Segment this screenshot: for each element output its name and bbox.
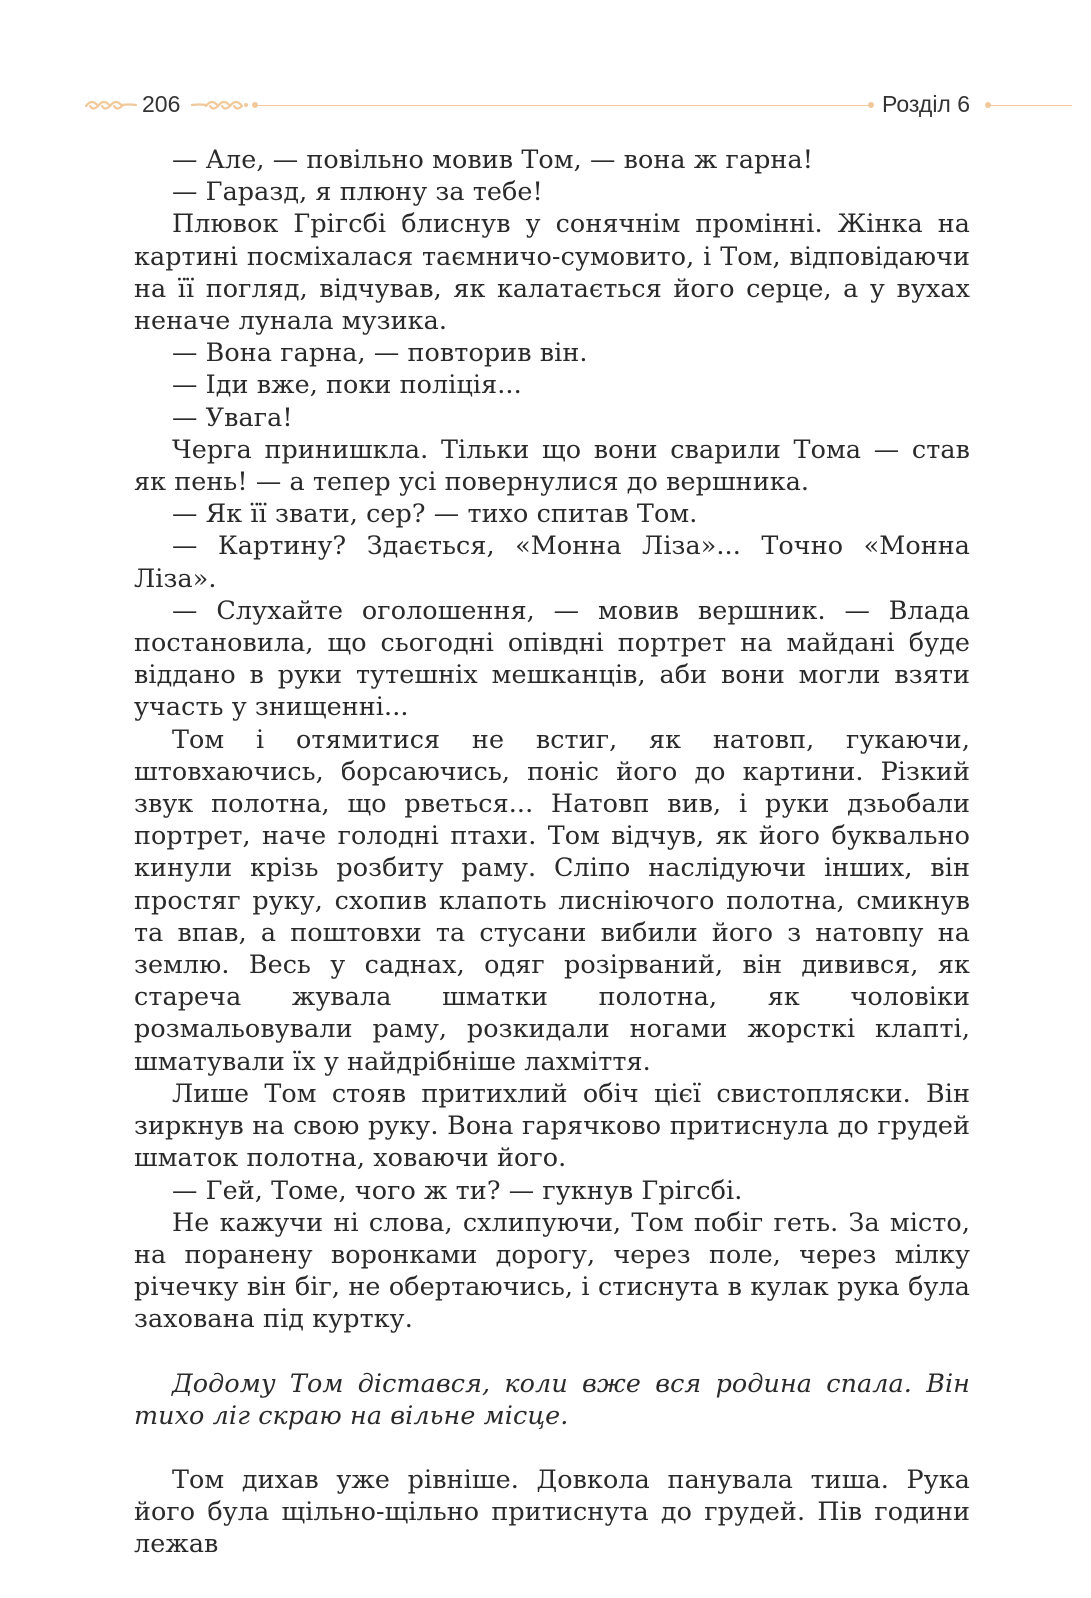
paragraph: Том і отямитися не встиг, як натовп, гукаючи, штовхаючись, борсаючись, поніс його до картини. Різкий звук полотна, що рветься... Натовп вив, і руки дзьобали портрет, наче голодні птахи. Том відчув, як його буквально кинули крізь розбиту раму. Сліпо наслідуючи інших, він простяг руку, схопив клапоть лиснiючого полотна, смикнув та впав, а поштовхи та стусани вибили його з натовпу на землю. Весь у саднах, одяг розірваний, він дивився, як стареча жувала шматки полотна, як чоловіки розмальовували раму, розкидали ногами жорсткі клапті, шматували їх у найдрібніше лахміття. xyxy=(134,723,970,1076)
paragraph: Том дихав уже рівніше. Довкола панувала тиша. Рука його була щільно-щільно притиснута до грудей. Пів години лежав xyxy=(134,1463,970,1559)
paragraph: — Але, — повільно мовив Том, — вона ж гарна! xyxy=(172,144,814,174)
paragraph: — Гей, Томе, чого ж ти? — гукнув Грігсбі. xyxy=(172,1174,743,1205)
chapter-title: Розділ 6 xyxy=(882,91,971,117)
paragraph: Черга принишкла. Тільки що вони сварили Тома — став як пень! — а тепер усі повернулися до вершника. xyxy=(134,433,970,497)
italic-paragraph: Додому Том дістався, коли вже вся родина спала. Він тихо ліг скраю на вільне місце. xyxy=(134,1367,970,1430)
ornament-right-icon xyxy=(190,94,250,116)
paragraph: — Гаразд, я плюну за тебе! xyxy=(172,176,543,207)
paragraph: — Як її звати, сер? — тихо спитав Том. xyxy=(172,498,698,529)
paragraph: — Іди вже, поки поліція... xyxy=(172,369,522,400)
paragraph: Не кажучи ні слова, схлипуючи, Том побіг геть. За місто, на поранену воронками дорогу, через поле, через мілку річечку він біг, не обертаючись, і стиснута в кулак рука була захована під куртку. xyxy=(134,1206,970,1334)
paragraph: — Картину? Здається, «Монна Ліза»... Точно «Монна Ліза». xyxy=(134,530,970,593)
paragraph: — Вона гарна, — повторив він. xyxy=(172,337,588,368)
paragraph: — Увага! xyxy=(172,401,293,432)
paragraph: Плювок Грігсбі блиснув у сонячнім промінні. Жінка на картині посміхалася таємничо-сумовито, і Том, відповідаючи на її погляд, відчував, як калатається його серце, а у вухах неначе лунала музика. xyxy=(134,208,970,336)
header-rule xyxy=(258,105,870,106)
ornament-left-icon xyxy=(82,94,138,116)
page-number: 206 xyxy=(142,91,181,117)
paragraph: Лише Том стояв притихлий обіч цієї свистопляски. Він зиркнув на свою руку. Вона гарячково притиснула до грудей шматок полотна, ховаючи його. xyxy=(134,1077,970,1173)
header-rule-right xyxy=(988,105,1072,106)
page-header xyxy=(82,86,1072,126)
body-text xyxy=(134,143,970,1560)
paragraph: — Слухайте оголошення, — мовив вершник. — Влада постановила, що сьогодні опівдні портрет на майдані буде віддано в руки тутешніх мешканців, аби вони могли взяти участь у знищенні... xyxy=(134,594,970,722)
rule-dot-mid xyxy=(868,102,874,108)
